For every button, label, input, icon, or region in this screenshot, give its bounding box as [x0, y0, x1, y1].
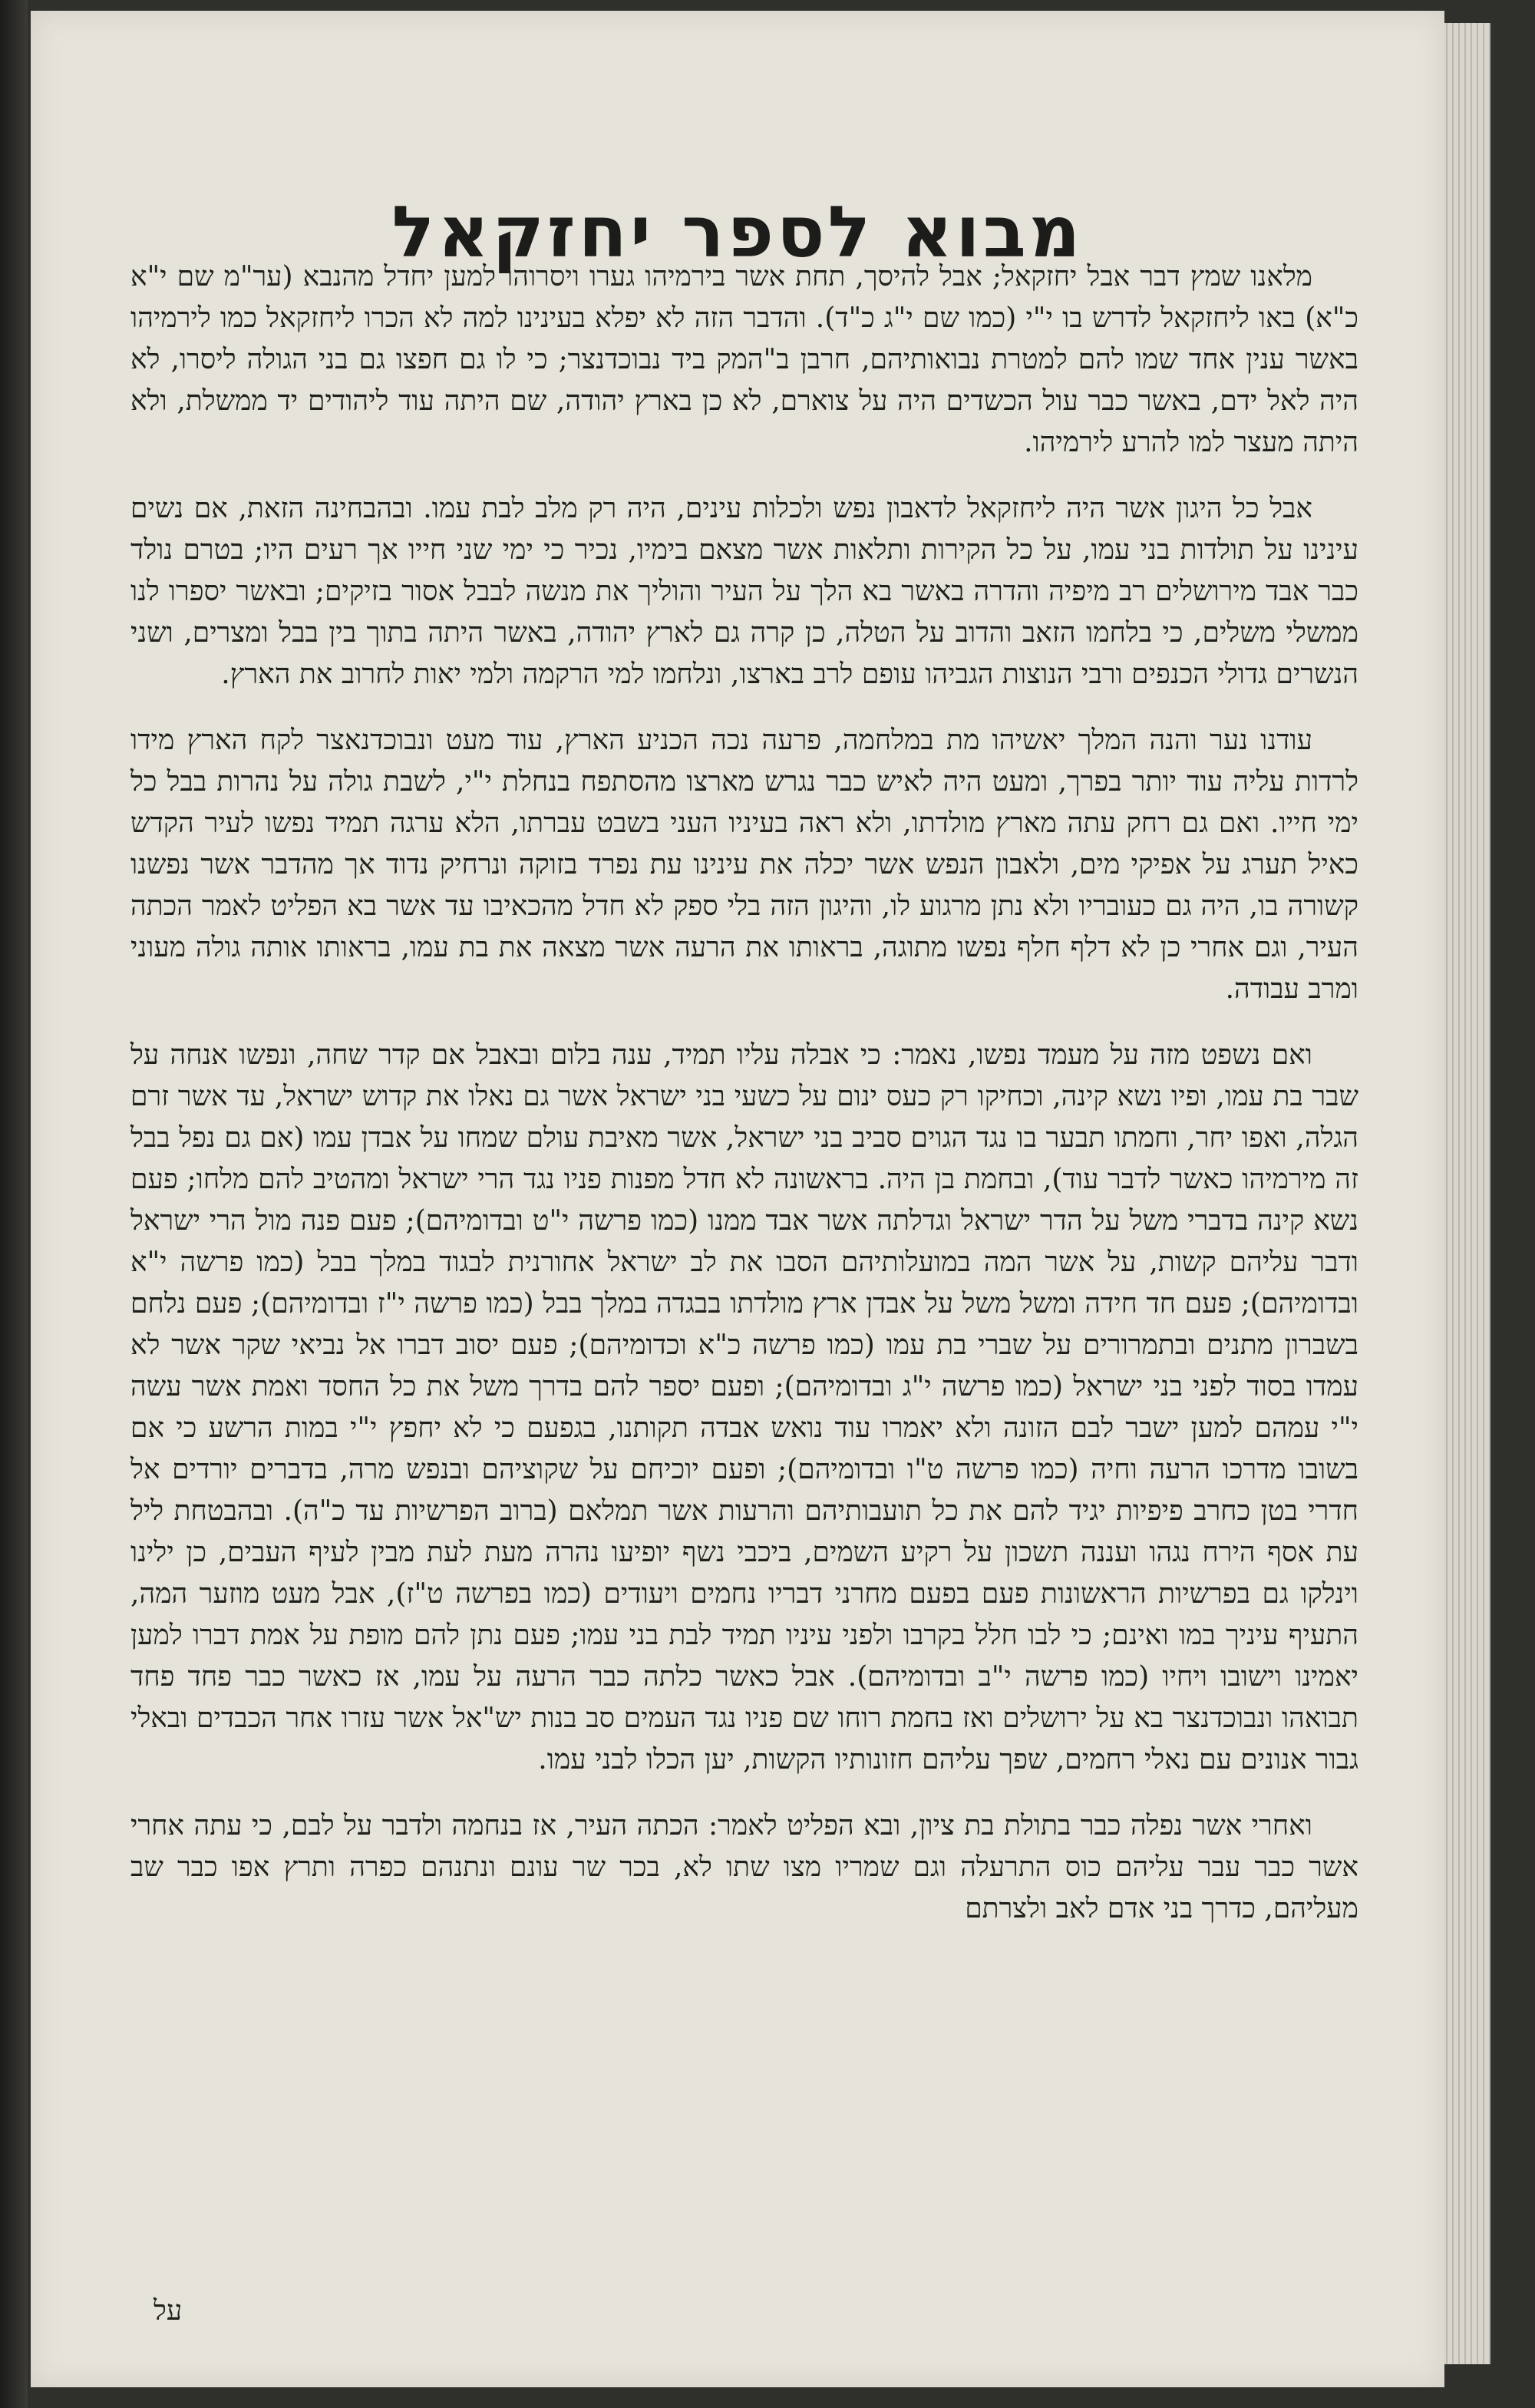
book-spine-edge [0, 0, 28, 2408]
paragraph-1: מלאנו שמץ דבר אבל יחזקאל; אבל להיסך, תחת אשר בירמיהו גערו ויסרוהו למען יחדל מהנבא (ער"מ שם י"א כ"א) באו ליחזקאל לדרש בו י"י (כמו שם י"ג כ"ד). והדבר הזה לא יפלא בעינינו למה לא הכרו ליחזקאל כמו לירמיהו באשר ענין אחד שמו להם למטרת נבואותיהם, חרבן ב"המק ביד נבוכדנצר; כי לו גם חפצו גם בני הגולה ליסרו, לא היה לאל ידם, באשר כבר עול הכשדים היה על צוארם, לא כן בארץ יהודה, שם היתה עוד ליהודים יד ממשלת, ולא היתה מעצר למו להרע לירמיהו. [130, 261, 1358, 458]
paragraph-5: ואחרי אשר נפלה כבר בתולת בת ציון, ובא הפליט לאמר: הכתה העיר, אז בנחמה ולדבר על לבם, כי עתה אחרי אשר כבר עבר עליהם כוס התרעלה וגם שמריו מצו שתו לא, בכר שר עונם ונתנהם כפרה ותרץ אפו כבר שב מעליהם, כדרך בני אדם לאב ולצרתם [130, 1810, 1358, 1924]
paragraph-2: אבל כל היגון אשר היה ליחזקאל לדאבון נפש ולכלות עינים, היה רק מלב לבת עמו. ובהבחינה הזאת, אם נשים עינינו על תולדות בני עמו, על כל הקירות ותלאות אשר מצאם בימיו, נכיר כי ימי שני חייו אך רעים היו; בטרם נולד כבר אבד מירושלים רב מיפיה והדרה באשר בא הלך על העיר והוליך את מנשה לבבל אסור בזיקים; ובאשר יספרו לנו ממשלי משלים, כי בלחמו הזאב והדוב על הטלה, כן קרה גם לארץ יהודה, באשר היתה בתוך בין בבל ומצרים, ושני הנשרים גדולי הכנפים ורבי הנוצות הגביהו עופם לרב בארצו, ונלחמו למי הרקמה ולמי יאות לחרוב את הארץ. [130, 493, 1358, 690]
book-page [31, 11, 1444, 2387]
page-body [130, 256, 1358, 1954]
paragraph-4: ואם נשפט מזה על מעמד נפשו, נאמר: כי אבלה עליו תמיד, ענה בלום ובאבל אם קדר שחה, ונפשו אנחה על שבר בת עמו, ופיו נשא קינה, וכחיקו רק כעס ינום על כשעי בני ישראל אשר גם נאלו את קדוש ישראל, עד אשר זרם הגלה, ואפו יחר, וחמתו תבער בו נגד הגוים סביב בני ישראל, אשר מאיבת עולם שמחו על אבדן עמו (אם גם נפל בבל זה מירמיהו כאשר לדבר עוד), ובחמת בן היה. בראשונה לא חדל מפנות פניו נגד הרי ישראל ומהטיב להם מלחו; פעם נשא קינה בדברי משל על הדר ישראל וגדלתה אשר אבד ממנו (כמו פרשה י"ט ובדומיהם); פעם פנה מול הרי ישראל ודבר עליהם קשות, על אשר המה במועלותיהם הסבו את לב ישראל אחורנית לבגוד במלך בבל (כמו פרשה י"א ובדומיהם); פעם חד חידה ומשל משל על אבדן ארץ מולדתו בבגדה במלך בבל (כמו פרשה י"ז ובדומיהם); פעם נלחם בשברון מתנים ובתמרורים על שברי בת עמו (כמו פרשה כ"א וכדומיהם); פעם יסוב דברו אל נביאי שקר אשר לא עמדו בסוד לפני בני ישראל (כמו פרשה י"ג ובדומיהם); ופעם יספר להם בדרך משל את כל החסד ואמת אשר עשה י"י עמהם למען ישבר לבם הזונה ולא יאמרו עוד נואש אבדה תקותנו, בגפעם כי לא יחפץ י"י במות הרשע כי אם בשובו מדרכו הרעה וחיה (כמו פרשה ט"ו ובדומיהם); ופעם יוכיחם על שקוציהם ובנפש מרה, בדברים יורדים אל חדרי בטן כחרב פיפיות יגיד להם את כל תועבותיהם והרעות אשר תמלאם (ברוב הפרשיות עד כ"ה). ובהבטחת ליל עת אסף הירח נגהו ועננה תשכון על רקיע השמים, ביכבי נשף יופיעו נהרה מעת לעת מבין לעיף העבים, כן ילינו וינלקו גם בפרשיות הראשונות פעם בפעם מחרני דבריו נחמים ויעודים (כמו בפרשה ט"ז), אבל מעט מוזער המה, התעיף עיניך במו ואינם; כי לבו חלל בקרבו ולפני עיניו תמיד לבת בני עמו; פעם נתן להם מופת על אמת דברו למען יאמינו וישובו ויחיו (כמו פרשה י"ב ובדומיהם). אבל כאשר כלתה כבר הרעה על עמו, אז כאשר כבר פחד פחד תבואהו ונבוכדנצר בא על ירושלים ואז בחמת רוחו שם פניו נגד העמים סב בנות יש"אל אשר עזרו אחר הכבדים ובאלי גבור אנונים עם נאלי רחמים, שפך עליהם חזונותיו הקשות, יען הכלו לבני עמו. [130, 1039, 1359, 1775]
paragraph-3: עודנו נער והנה המלך יאשיהו מת במלחמה, פרעה נכה הכניע הארץ, עוד מעט ונבוכדנאצר לקח הארץ מידו לרדות עליה עוד יותר בפרך, ומעט היה לאיש כבר נגרש מארצו מהסתפח בנחלת י"י, לשבת גולה על נהרות בבל כל ימי חייו. ואם גם רחק עתה מארץ מולדתו, ולא ראה בעיניו העני בשבט עברתו, הלא ערגה תמיד נפשו לעיר הקדש כאיל תערג על אפיקי מים, ולאבון הנפש אשר יכלה את עינינו עת נפרד בזוקה ונרחיק נדוד אך מהדבר אשר נפשנו קשורה בו, היה גם כעובריו ולא נתן מרגוע לו, והיגון הזה בלי ספק לא חדל מהכאיבו עד אשר בא הפליט לאמר הכתה העיר, וגם אחרי כן לא דלף חלף נפשו מתוגה, בראותו את הרעה אשר מצאה את בת עמו, בראותו אותה גולה מעוני ומרב עבודה. [130, 725, 1358, 1005]
catchword: על [154, 2295, 183, 2327]
page-title: מבוא לספר יחזקאל [391, 191, 1084, 273]
